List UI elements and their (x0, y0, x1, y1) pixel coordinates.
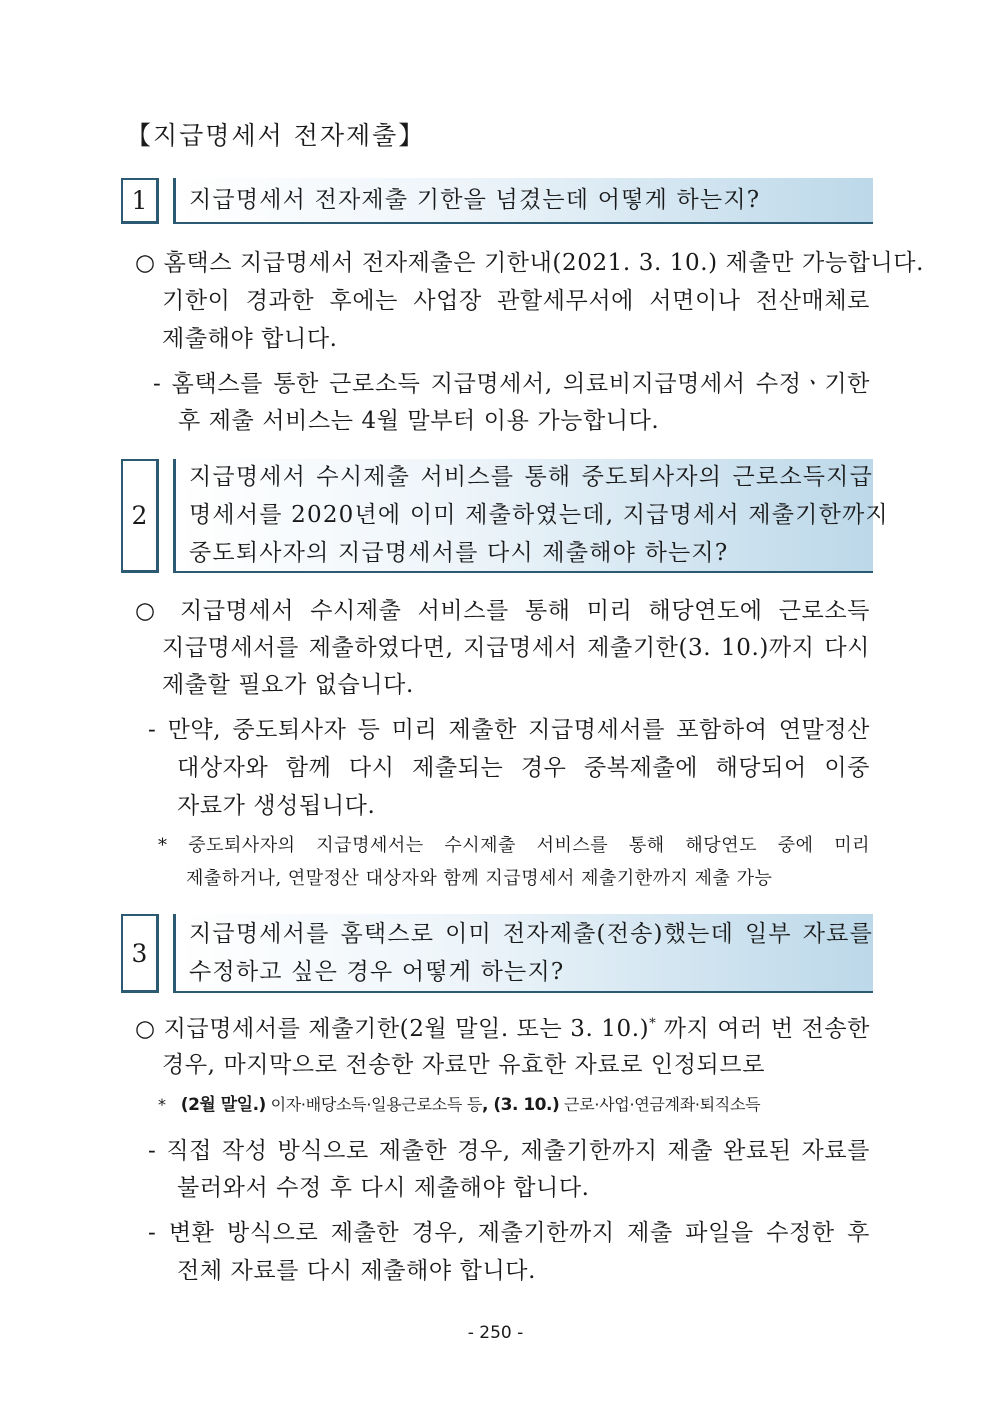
question-line: 중도퇴사자의 지급명세서를 다시 제출해야 하는지? (189, 540, 729, 566)
question-number-3: 3 (121, 914, 159, 993)
footnote-bold: (2월 말일.) (180, 1095, 266, 1115)
question-line: 수정하고 싶은 경우 어떻게 하는지? (189, 958, 565, 985)
answer-paragraph: ○ 지급명세서 수시제출 서비스를 통해 미리 해당연도에 근로소득 (135, 598, 870, 624)
page-number: - 250 - (467, 1323, 524, 1343)
question-text-1 (173, 178, 873, 224)
answer-sub-item: 전체 자료를 다시 제출해야 합니다. (177, 1258, 537, 1284)
answer-sub-item: 후 제출 서비스는 4월 말부터 이용 가능합니다. (178, 408, 660, 434)
answer-sub-item: - 직접 작성 방식으로 제출한 경우, 제출기한까지 제출 완료된 자료를 (148, 1138, 870, 1164)
question-line: 지급명세서 수시제출 서비스를 통해 중도퇴사자의 근로소득지급 (189, 464, 873, 490)
footnote-star: * (158, 1095, 166, 1114)
answer-text: ○ 지급명세서를 제출기한(2월 말일. 또는 3. 10.)* (135, 1016, 657, 1042)
footnote (158, 1090, 760, 1115)
answer-paragraph: 제출할 필요가 없습니다. (162, 672, 414, 698)
question-line: 지급명세서 전자제출 기한을 넘겼는데 어떻게 하는지? (189, 187, 761, 213)
footnote-bold: , (3. 10.) (482, 1095, 560, 1115)
answer-sub-item: 대상자와 함께 다시 제출되는 경우 중복제출에 해당되어 이중 (177, 755, 870, 781)
question-text-2 (173, 459, 889, 573)
answer-sub-item: 불러와서 수정 후 다시 제출해야 합니다. (177, 1175, 590, 1201)
answer-paragraph: 제출해야 합니다. (162, 326, 338, 352)
footnote: * 중도퇴사자의 지급명세서는 수시제출 서비스를 통해 해당연도 중에 미리 (158, 835, 870, 856)
question-number-2: 2 (121, 459, 159, 573)
answer-paragraph: ○ 홈택스 지급명세서 전자제출은 기한내(2021. 3. 10.) 제출만 가능합니다. (135, 250, 925, 276)
answer-sub-item: 자료가 생성됩니다. (177, 793, 376, 819)
question-line: 지급명세서를 홈택스로 이미 전자제출(전송)했는데 일부 자료를 (189, 920, 873, 947)
answer-paragraph: 지급명세서를 제출하였다면, 지급명세서 제출기한(3. 10.)까지 다시 (162, 635, 870, 661)
answer-sub-item: - 홈택스를 통한 근로소득 지급명세서, 의료비지급명세서 수정ㆍ기한 (153, 371, 870, 397)
answer-sub-item: - 만약, 중도퇴사자 등 미리 제출한 지급명세서를 포함하여 연말정산 (148, 717, 870, 743)
question-line: 명세서를 2020년에 이미 제출하였는데, 지급명세서 제출기한까지 (189, 502, 889, 528)
answer-paragraph (135, 1010, 870, 1043)
answer-paragraph: 기한이 경과한 후에는 사업장 관할세무서에 서면이나 전산매체로 (162, 288, 870, 314)
answer-sub-item: - 변환 방식으로 제출한 경우, 제출기한까지 제출 파일을 수정한 후 (148, 1220, 870, 1246)
question-box-2 (121, 459, 889, 573)
question-box-1 (121, 178, 873, 224)
footnote-text: 이자·배당소득·일용근로소득 등 (265, 1095, 482, 1114)
question-box-3 (121, 914, 873, 993)
footnote: 제출하거나, 연말정산 대상자와 함께 지급명세서 제출기한까지 제출 가능 (186, 868, 773, 889)
section-title: 【지급명세서 전자제출】 (126, 121, 426, 150)
footnote-marker: * (649, 1016, 657, 1032)
answer-text: 까지 여러 번 전송한 (663, 1016, 870, 1042)
question-text-3 (173, 914, 873, 993)
footnote-text: 근로·사업·연금계좌·퇴직소득 (559, 1095, 761, 1114)
question-number-1: 1 (121, 178, 159, 224)
answer-paragraph: 경우, 마지막으로 전송한 자료만 유효한 자료로 인정되므로 (162, 1052, 766, 1078)
